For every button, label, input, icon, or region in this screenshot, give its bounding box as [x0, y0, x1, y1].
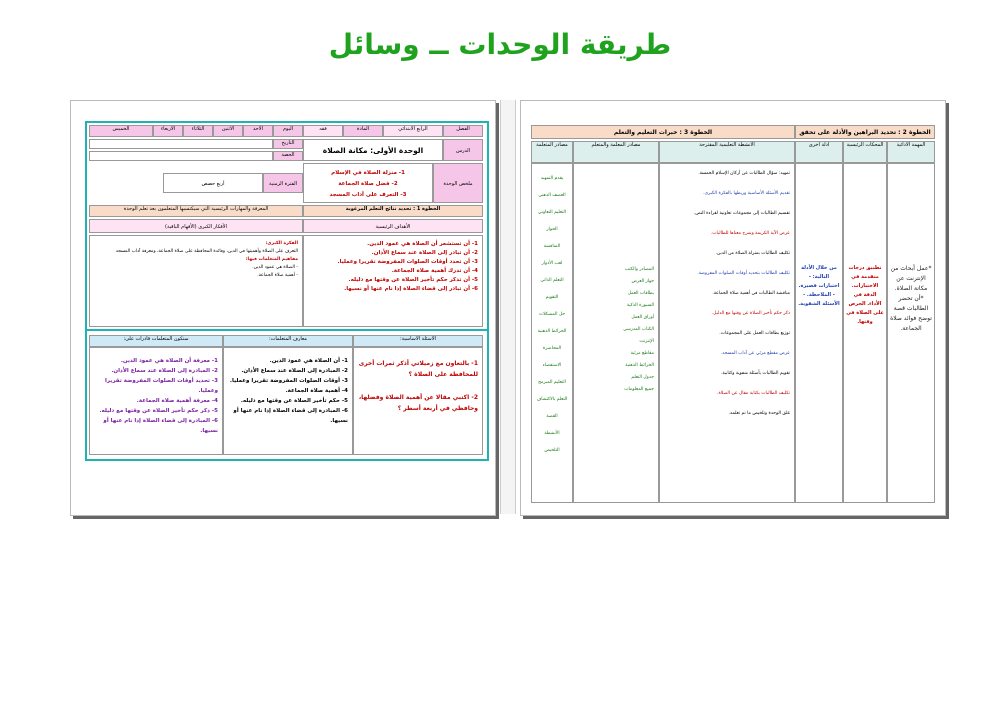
knowledge-item: 2- المبادرة إلى الصلاة عند سماع الأذان. — [241, 368, 348, 374]
activity-item: توزيع بطاقات العمل على المجموعات. — [719, 331, 790, 336]
step2-label: الخطوة 2 : تحديد البراهين والأدلة على تحقق — [795, 125, 935, 139]
learner-resource-item: الأنشطة — [544, 431, 560, 436]
activity-item: تكليف الطالبات بمنزلة الصلاة من الدين. — [715, 251, 790, 256]
step1-label: الخطوة 1 : تحديد نتائج التعلم المرغوبة — [303, 205, 483, 217]
questions-label: الأسئلة الأساسية: — [353, 335, 483, 347]
question-item: 1- بالتعاون مع زميلاتي أذكر ثمرات أخرى للمحافظة على الصلاة ؟ — [358, 360, 478, 378]
skill-item: 2- المبادرة إلى الصلاة عند سماع الأذان. — [111, 368, 218, 374]
day-cell-3: الثلاثاء — [183, 125, 213, 137]
resource-item: أوراق العمل — [631, 315, 654, 320]
col-header-task: المهمة الأدائية — [887, 141, 935, 163]
knowledge-item: 6- المبادرة إلى قضاء الصلاة إذا نام عنها أو نسيها. — [233, 408, 348, 424]
page-gutter — [500, 100, 516, 514]
resource-item: المصادر والكتب — [624, 267, 654, 272]
knowledge-item: 3- أوقات الصلوات المفروضة تقريرا وعمليا. — [229, 378, 348, 384]
big-idea-item: الفكرة الكبرى: — [265, 241, 298, 246]
learner-resource-item: الخرائط الذهنية — [537, 329, 567, 334]
learner-resource-item: المحاضرة — [542, 346, 562, 351]
activity-item: تكليف الطالبات بكتابة مقال عن الصلاة. — [717, 391, 790, 396]
skill-item: 6- المبادرة إلى قضاء الصلاة إذا نام عنها أو نسيها. — [103, 418, 218, 434]
class-value: الرابع الابتدائي — [383, 125, 443, 137]
col-header-activities: الأنشطة التعليمية المقترحة — [659, 141, 795, 163]
activity-item: غلق الوحدة وتلخيص ما تم تعلمه. — [728, 411, 790, 416]
resource-item: الكتاب المدرسي — [623, 327, 654, 332]
big-idea-item: - الصلاة هي عمود الدين. — [252, 265, 298, 270]
learner-resource-item: التعليم المبرمج — [538, 380, 566, 385]
resource-item: الخرائط الذهنية — [625, 363, 654, 368]
right-sheet — [520, 100, 946, 516]
col-header-criteria: المحكات الرئيسية — [843, 141, 887, 163]
knowledge-item: 1- أن الصلاة هي عمود الدين. — [269, 358, 348, 364]
period-label: الحصة — [273, 151, 303, 161]
lesson-label: الدرس — [443, 139, 483, 161]
day-cell-2: الأثنين — [213, 125, 243, 137]
learner-resources-list — [531, 163, 573, 503]
goal-item: 3- أن تحدد أوقات الصلوات المفروضة تقريرا وعمليا. — [337, 259, 478, 265]
resource-item: الإنترنت — [639, 339, 654, 344]
learner-resource-item: حل المشكلات — [538, 312, 566, 317]
activity-item: تقسيم الطالبات إلى مجموعات تعاونية لقراءة النص. — [693, 211, 790, 216]
subject-label: المادة — [343, 125, 383, 137]
big-ideas-list — [89, 235, 303, 327]
unit-title: الوحدة الأولى: مكانة الصلاة — [303, 139, 443, 161]
page-title: طريقة الوحدات ــ وسائل — [328, 28, 672, 61]
skills-label: ستكون المتعلمات قادرات على: — [89, 335, 223, 347]
unit-summary-label: ملخص الوحدة — [433, 163, 483, 203]
big-idea-item: مفاهيم المتعلمات فيها: — [245, 257, 298, 262]
resource-item: بطاقات العمل — [627, 291, 654, 296]
goal-item: 2- أن تبادر إلى الصلاة عند سماع الأذان. — [371, 250, 478, 256]
activity-item: عرض الآية الكريمة وشرح معناها للطالبات. — [710, 231, 790, 236]
resource-item: جدول التعلم — [631, 375, 654, 380]
left-sheet — [70, 100, 496, 516]
col-header-learner: مصادر المتعلمة — [531, 141, 573, 163]
resource-item: جهاز العرض — [631, 279, 654, 284]
goals-list — [303, 235, 483, 327]
resource-item: مقاطع مرئية — [630, 351, 654, 356]
goal-item: 1- أن تستشعر أن الصلاة هي عمود الدين. — [367, 241, 478, 247]
question-item: 2- اكتبي مقالا عن أهمية الصلاة وفضلها، وحافظي في أربعة أسطر ؟ — [358, 394, 478, 412]
knowledge-item: 5- حكم تأخير الصلاة عن وقتها مع دليله. — [240, 398, 348, 404]
col-header-resources: مصادر المعلمة والمتعلم — [573, 141, 659, 163]
summary-item: 2- فضل صلاة الجماعة — [338, 181, 398, 187]
resources-list — [573, 163, 659, 503]
main-goals-label: الأهداف الرئيسية — [303, 219, 483, 233]
activity-item: تقويم الطالبات بأسئلة شفوية وكتابية. — [720, 371, 790, 376]
activity-item: مناقشة الطالبات في أهمية صلاة الجماعة. — [712, 291, 790, 296]
day-cell-4: الأربعاء — [153, 125, 183, 137]
learner-resource-item: التلخيص — [544, 448, 560, 453]
resource-item: جميع المعلومات — [624, 387, 654, 392]
summary-item: 1- منزلة الصلاة في الإسلام — [331, 170, 405, 176]
learner-resource-item: الحوار — [546, 227, 558, 232]
knowledge-item: 4- أهمية صلاة الجماعة. — [285, 388, 348, 394]
learner-resource-item: التعلم الذاتي — [540, 278, 564, 283]
learner-resource-item: الاستقصاء — [542, 363, 562, 368]
col-header-other: أدلة أخرى — [795, 141, 843, 163]
activity-item: تكليف الطالبات بتحديد أوقات الصلوات المفروضة. — [697, 271, 790, 276]
skills-list — [89, 347, 223, 455]
activity-item: تمهيد: سؤال الطالبات عن أركان الإسلام الخمسة. — [698, 171, 790, 176]
learner-resource-item: التعلم بالاكتشاف — [536, 397, 568, 402]
skill-item: 5- ذكر حكم تأخير الصلاة عن وقتها مع دليله. — [99, 408, 218, 414]
big-idea-item: - أهمية صلاة الجماعة. — [257, 273, 298, 278]
day-cell-1: الأحد — [243, 125, 273, 137]
period-row — [89, 151, 273, 161]
day-cell-0: اليوم — [273, 125, 303, 137]
learner-resource-item: يقدم التمهيد — [540, 176, 564, 181]
time-value: أربع حصص — [163, 173, 263, 193]
day-cell-5: الخميس — [89, 125, 153, 137]
knowledge-out-label: معارف المتعلمات: — [223, 335, 353, 347]
time-label: الفترة الزمنية — [263, 173, 303, 193]
date-label: التاريخ — [273, 139, 303, 149]
learner-resource-item: المناقشة — [543, 244, 561, 249]
subject-value: فقه — [303, 125, 343, 137]
summary-item: 3- التعرف على آداب المسجد — [329, 192, 407, 198]
step3-label: الخطوة 3 : خبرات التعليم والتعلم — [531, 125, 795, 139]
big-ideas-label: الأفكار الكبرى (الأفهام الباقية) — [89, 219, 303, 233]
criteria-text: تطبيق درجات متقدمة في الاختبارات. الدقة في الأداء. الحرص على الصلاة في وقتها. — [843, 163, 887, 503]
goal-item: 4- أن تدرك أهمية صلاة الجماعة. — [391, 268, 478, 274]
summary-list — [303, 163, 433, 203]
goal-item: 6- أن تبادر إلى قضاء الصلاة إذا نام عنها أو نسيها. — [344, 286, 478, 292]
other-evidence-text: من خلال الأدلة التالية: - اختبارات قصيرة. - الملاحظة. - الأسئلة الشفوية. — [795, 163, 843, 503]
activity-item: ذكر حكم تأخير الصلاة عن وقتها مع الدليل. — [711, 311, 790, 316]
big-idea-item: التعرف على الصلاة وأهميتها في الدين، وفائدة المحافظة على صلاة الجماعة، ومعرفة آداب المسجد — [115, 249, 298, 254]
class-label: الفصل — [443, 125, 483, 137]
date-row — [89, 139, 273, 149]
activity-item: عرض مقطع مرئي عن آداب المسجد. — [720, 351, 790, 356]
learner-resource-item: العصف الذهني — [538, 193, 566, 198]
resource-item: السبورة الذكية — [626, 303, 654, 308]
learner-resource-item: التعليم التعاوني — [537, 210, 567, 215]
task-text: *عمل أبحاث من الإنترنت عن مكانة الصلاة. *أن تحضر الطالبات قصة توضح فوائد صلاة الجماعة. — [887, 163, 935, 503]
activity-item: تقديم الأسئلة الأساسية وربطها بالفكرة الكبرى. — [703, 191, 790, 196]
knowledge-label: المعرفة والمهارات الرئيسية التي سيكتسبها المتعلمون بعد تعلم الوحدة — [89, 205, 303, 217]
activities-list — [659, 163, 795, 503]
skill-item: 4- معرفة أهمية صلاة الجماعة. — [136, 398, 218, 404]
skill-item: 1- معرفة أن الصلاة هي عمود الدين. — [120, 358, 218, 364]
questions-list — [353, 347, 483, 455]
learner-resource-item: القصة — [546, 414, 558, 419]
learner-resource-item: لعب الأدوار — [541, 261, 563, 266]
skill-item: 3- تحديد أوقات الصلوات المفروضة تقريرا وعمليا. — [104, 378, 218, 394]
knowledge-out-list — [223, 347, 353, 455]
learner-resource-item: التقويم — [545, 295, 559, 300]
goal-item: 5- أن تذكر حكم تأخير الصلاة عن وقتها مع دليله. — [348, 277, 478, 283]
